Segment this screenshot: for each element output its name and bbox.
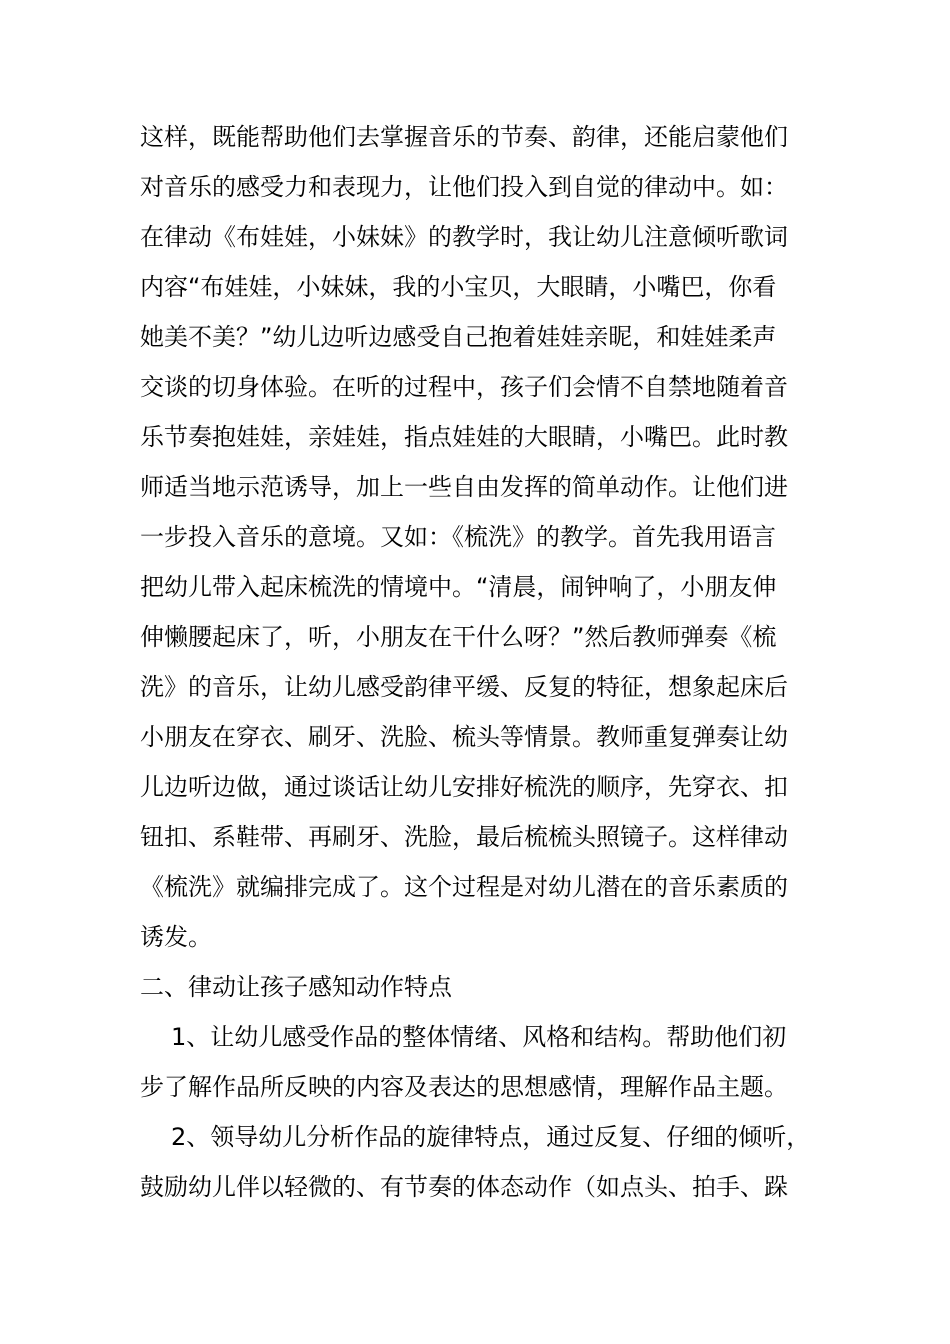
text-line: 洗》的音乐，让幼儿感受韵律平缓、反复的特征，想象起床后 (140, 673, 788, 701)
text-line: 师适当地示范诱导，加上一些自由发挥的简单动作。让他们进 (140, 473, 788, 501)
text-line: 2、领导幼儿分析作品的旋律特点，通过反复、仔细的倾听， (171, 1123, 811, 1151)
text-line: 一步投入音乐的意境。又如：《梳洗》的教学。首先我用语言 (140, 523, 776, 551)
text-line: 儿边听边做，通过谈话让幼儿安排好梳洗的顺序，先穿衣、扣 (140, 773, 788, 801)
text-line: 交谈的切身体验。在听的过程中，孩子们会情不自禁地随着音 (140, 373, 788, 401)
text-line: 内容“布娃娃，小妹妹，我的小宝贝，大眼睛，小嘴巴，你看 (140, 273, 777, 301)
paragraph-music-rhythm (140, 112, 808, 962)
text-line: 小朋友在穿衣、刷牙、洗脸、梳头等情景。教师重复弹奏让幼 (140, 723, 788, 751)
text-line: 她美不美？”幼儿边听边感受自己抱着娃娃亲昵，和娃娃柔声 (140, 323, 777, 351)
text-line: 乐节奏抱娃娃，亲娃娃，指点娃娃的大眼睛，小嘴巴。此时教 (140, 423, 788, 451)
text-line: 在律动《布娃娃，小妹妹》的教学时，我让幼儿注意倾听歌词 (140, 223, 788, 251)
text-line: 1、让幼儿感受作品的整体情绪、风格和结构。帮助他们初 (171, 1023, 787, 1051)
text-line: 伸懒腰起床了，听，小朋友在干什么呀？”然后教师弹奏《梳 (140, 623, 777, 651)
text-line: 钮扣、系鞋带、再刷牙、洗脸，最后梳梳头照镜子。这样律动 (140, 823, 788, 851)
list-item-1 (140, 1012, 808, 1112)
text-line: 鼓励幼儿伴以轻微的、有节奏的体态动作（如点头、拍手、跺 (140, 1173, 788, 1201)
document-body (140, 112, 811, 1212)
text-line: 对音乐的感受力和表现力，让他们投入到自觉的律动中。如： (140, 173, 788, 201)
text-line: 步了解作品所反映的内容及表达的思想感情，理解作品主题。 (140, 1073, 788, 1101)
text-line: 这样，既能帮助他们去掌握音乐的节奏、韵律，还能启蒙他们 (140, 123, 788, 151)
text-line: 《梳洗》就编排完成了。这个过程是对幼儿潜在的音乐素质的 (140, 873, 788, 901)
text-line: 把幼儿带入起床梳洗的情境中。“清晨，闹钟响了，小朋友伸 (140, 573, 777, 601)
list-item-2 (140, 1112, 811, 1212)
text-line: 诱发。 (140, 923, 212, 951)
section-heading: 二、律动让孩子感知动作特点 (140, 973, 452, 1001)
